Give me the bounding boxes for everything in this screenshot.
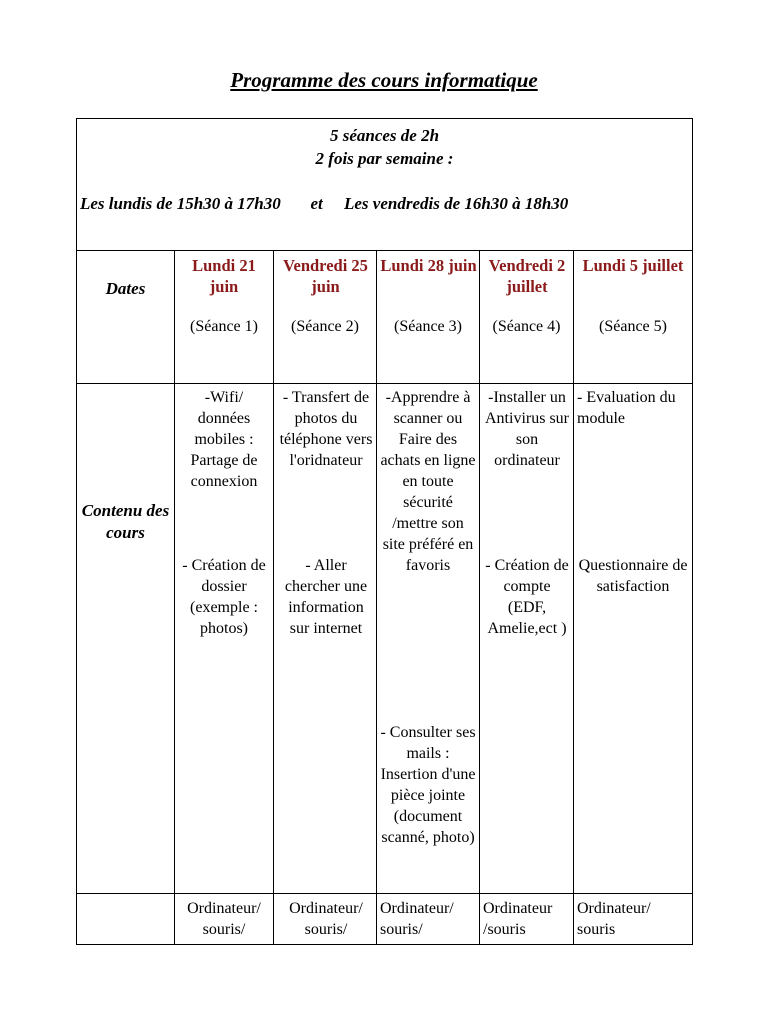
session-number: (Séance 3) <box>394 318 462 335</box>
session-content: - Evaluation du module <box>577 389 676 427</box>
session-number: (Séance 5) <box>599 318 667 335</box>
session-equipment: Ordinateur/ souris/ <box>187 900 261 938</box>
table-divider <box>76 893 693 894</box>
row-label-content: Contenu des cours <box>81 501 170 542</box>
schedule-times: Les lundis de 15h30 à 17h30 et Les vendredis de 16h30 à 18h30 <box>80 194 569 213</box>
column-divider <box>174 250 175 945</box>
session-content: - Transfert de photos du téléphone vers l'oridnateur <box>279 389 373 469</box>
column-divider <box>573 250 574 945</box>
session-equipment: Ordinateur/ souris <box>577 900 651 938</box>
session-equipment: Ordinateur/ souris/ <box>380 900 454 938</box>
session-content: - Aller chercher une information sur internet <box>284 557 368 637</box>
session-date: Lundi 5 juillet <box>582 256 684 275</box>
frequency: 2 fois par semaine : <box>315 149 454 168</box>
session-content: -Wifi/ données mobiles : Partage de connexion <box>190 389 258 490</box>
session-equipment: Ordinateur/ souris/ <box>289 900 363 938</box>
session-number: (Séance 4) <box>492 318 561 335</box>
page-title: Programme des cours informatique <box>230 68 538 92</box>
table-divider <box>76 250 693 251</box>
session-number: (Séance 1) <box>190 318 258 335</box>
session-content: - Consulter ses mails : Insertion d'une pièce jointe (document scanné, photo) <box>380 724 476 846</box>
column-divider <box>273 250 274 945</box>
session-equipment: Ordinateur /souris <box>483 900 553 938</box>
session-content: -Apprendre à scanner ou Faire des achats en ligne en toute sécurité /mettre son site préféré en favoris <box>380 389 476 574</box>
column-divider <box>376 250 377 945</box>
column-divider <box>479 250 480 945</box>
session-content: -Installer un Antivirus sur son ordinateur <box>485 389 569 469</box>
session-date: Lundi 28 juin <box>380 256 477 275</box>
session-number: (Séance 2) <box>291 318 359 335</box>
row-label-dates: Dates <box>105 279 146 298</box>
sessions-count: 5 séances de 2h <box>329 126 440 145</box>
table-divider <box>76 383 693 384</box>
session-content: Questionnaire de satisfaction <box>578 557 688 595</box>
course-intro <box>77 124 692 213</box>
session-content: - Création de dossier (exemple : photos) <box>182 557 266 637</box>
session-date: Lundi 21 juin <box>192 256 256 296</box>
session-date: Vendredi 2 juillet <box>488 256 566 296</box>
session-date: Vendredi 25 juin <box>283 256 368 296</box>
session-content: - Création de compte (EDF, Amelie,ect ) <box>485 557 569 637</box>
